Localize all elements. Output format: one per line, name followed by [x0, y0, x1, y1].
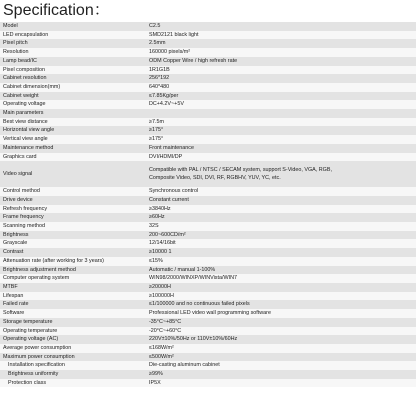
spec-value: 200~600CD/m²	[146, 231, 416, 240]
spec-label: Control method	[0, 187, 146, 196]
spec-label: Brightness adjustment method	[0, 266, 146, 275]
spec-value: 2.5mm	[146, 39, 416, 48]
spec-label: Main parameters	[0, 109, 146, 118]
spec-label: Graphics card	[0, 153, 146, 162]
page-title: Specification：	[3, 2, 110, 19]
spec-value: ≤15%	[146, 257, 416, 266]
table-row	[0, 39, 416, 48]
spec-value: Compatible with PAL / NTSC / SECAM system, support S-Video, VGA, RGB, Composite Video, SDI, DVI, RF, RGBHV, YUV, YC, etc.	[146, 161, 416, 187]
spec-label: Scanning method	[0, 222, 146, 231]
table-row	[0, 370, 416, 379]
spec-value: Front maintenance	[146, 144, 416, 153]
table-row	[0, 126, 416, 135]
table-row	[0, 22, 416, 31]
table-row	[0, 283, 416, 292]
spec-value: Automatic / manual 1-100%	[146, 266, 416, 275]
spec-label: LED encapsulation	[0, 31, 146, 40]
spec-label: Lamp bead/IC	[0, 57, 146, 66]
spec-label: Brightness uniformity	[0, 370, 146, 379]
table-row	[0, 92, 416, 101]
table-row	[0, 353, 416, 362]
spec-value: ≥175°	[146, 135, 416, 144]
table-row	[0, 205, 416, 214]
table-row	[0, 118, 416, 127]
spec-label: Maximum power consumption	[0, 353, 146, 362]
spec-value: DVI/HDMI/DP	[146, 153, 416, 162]
spec-value: Die-casting aluminum cabinet	[146, 361, 416, 370]
spec-value	[146, 109, 416, 118]
spec-label: Vertical view angle	[0, 135, 146, 144]
spec-label: Drive device	[0, 196, 146, 205]
spec-label: Frame frequency	[0, 213, 146, 222]
table-row	[0, 135, 416, 144]
spec-value: 220V±10%/50Hz or 110V±10%/60Hz	[146, 335, 416, 344]
table-row	[0, 239, 416, 248]
spec-value: ≤168W/m²	[146, 344, 416, 353]
table-row	[0, 292, 416, 301]
spec-label: Horizontal view angle	[0, 126, 146, 135]
spec-value: ≥10000 1	[146, 248, 416, 257]
table-row	[0, 318, 416, 327]
spec-value: C2.5	[146, 22, 416, 31]
table-row	[0, 335, 416, 344]
spec-label: Brightness	[0, 231, 146, 240]
table-row	[0, 31, 416, 40]
table-row	[0, 196, 416, 205]
spec-value: 12/14/16bit	[146, 239, 416, 248]
spec-value: ≤7.85Kg/per	[146, 92, 416, 101]
table-row	[0, 266, 416, 275]
spec-label: Pixel composition	[0, 66, 146, 75]
table-row	[0, 161, 416, 187]
spec-label: Cabinet resolution	[0, 74, 146, 83]
table-row	[0, 344, 416, 353]
table-row	[0, 379, 416, 388]
table-row	[0, 274, 416, 283]
spec-value: ODM Copper Wire / high refresh rate	[146, 57, 416, 66]
spec-value: 256*192	[146, 74, 416, 83]
spec-label: Operating voltage	[0, 100, 146, 109]
spec-value: DC+4.2V~+5V	[146, 100, 416, 109]
spec-label: Refresh frequency	[0, 205, 146, 214]
table-row	[0, 57, 416, 66]
spec-value: ≥7.5m	[146, 118, 416, 127]
spec-label: Maintenance method	[0, 144, 146, 153]
table-row	[0, 83, 416, 92]
spec-value: -20°C~+60°C	[146, 327, 416, 336]
table-row	[0, 153, 416, 162]
spec-value: ≥175°	[146, 126, 416, 135]
spec-value: Synchronous control	[146, 187, 416, 196]
spec-value: 32S	[146, 222, 416, 231]
spec-label: Resolution	[0, 48, 146, 57]
spec-label: Protection class	[0, 379, 146, 388]
spec-value: IP5X	[146, 379, 416, 388]
spec-value: ≥100000H	[146, 292, 416, 301]
table-row	[0, 144, 416, 153]
spec-value: SMD2121 black light	[146, 31, 416, 40]
spec-value: Constant current	[146, 196, 416, 205]
table-row	[0, 48, 416, 57]
table-row	[0, 187, 416, 196]
spec-label: Video signal	[0, 161, 146, 187]
spec-value: ≥99%	[146, 370, 416, 379]
spec-label: Pixel pitch	[0, 39, 146, 48]
spec-value: -35°C~+85°C	[146, 318, 416, 327]
spec-label: Software	[0, 309, 146, 318]
spec-label: Installation specification	[0, 361, 146, 370]
spec-value: ≥60Hz	[146, 213, 416, 222]
spec-value: WIN98/2000/WINXP/WINVista/WIN7	[146, 274, 416, 283]
spec-value: ≥20000H	[146, 283, 416, 292]
specification-table	[0, 22, 416, 387]
spec-label: Model	[0, 22, 146, 31]
spec-label: Failed rate	[0, 300, 146, 309]
spec-label: MTBF	[0, 283, 146, 292]
specification-table-body	[0, 22, 416, 387]
spec-value: 1R1G1B	[146, 66, 416, 75]
spec-value: 160000 pixels/m²	[146, 48, 416, 57]
spec-value: Professional LED video wall programming software	[146, 309, 416, 318]
spec-label: Average power consumption	[0, 344, 146, 353]
spec-value: ≤1/100000 and no continuous failed pixels	[146, 300, 416, 309]
spec-label: Attenuation rate (after working for 3 years)	[0, 257, 146, 266]
spec-label: Best view distance	[0, 118, 146, 127]
table-row	[0, 100, 416, 109]
table-row	[0, 66, 416, 75]
table-row	[0, 74, 416, 83]
spec-label: Operating voltage (AC)	[0, 335, 146, 344]
table-row	[0, 361, 416, 370]
spec-label: Storage temperature	[0, 318, 146, 327]
table-row	[0, 309, 416, 318]
table-row	[0, 327, 416, 336]
spec-label: Cabinet dimension(mm)	[0, 83, 146, 92]
table-row	[0, 257, 416, 266]
spec-label: Computer operating system	[0, 274, 146, 283]
spec-label: Contrast	[0, 248, 146, 257]
table-row	[0, 109, 416, 118]
table-row	[0, 248, 416, 257]
table-row	[0, 231, 416, 240]
spec-label: Lifespan	[0, 292, 146, 301]
table-row	[0, 213, 416, 222]
spec-label: Grayscale	[0, 239, 146, 248]
spec-label: Cabinet weight	[0, 92, 146, 101]
table-row	[0, 222, 416, 231]
spec-value: ≥3840Hz	[146, 205, 416, 214]
table-row	[0, 300, 416, 309]
spec-value: ≤500W/m²	[146, 353, 416, 362]
spec-label: Operating temperature	[0, 327, 146, 336]
spec-value: 640*480	[146, 83, 416, 92]
